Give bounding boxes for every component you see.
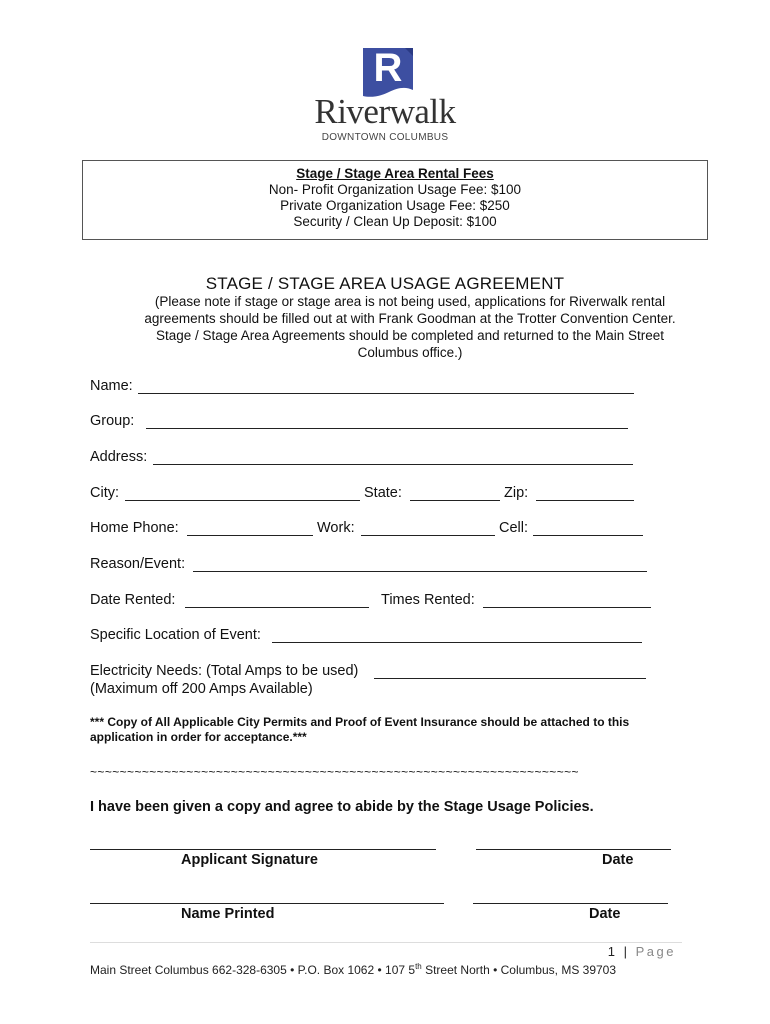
date-line-2[interactable]	[473, 903, 668, 904]
name-label: Name:	[90, 378, 133, 394]
address-label: Address:	[90, 449, 148, 465]
date-rented-label: Date Rented:	[90, 592, 176, 608]
applicant-signature-label: Applicant Signature	[181, 852, 318, 868]
electricity-label: Electricity Needs: (Total Amps to be used)	[90, 663, 359, 679]
state-label: State:	[364, 485, 402, 501]
page-word: Page	[635, 944, 676, 959]
footer-address-sup: th	[415, 962, 422, 971]
permits-notice: *** Copy of All Applicable City Permits and Proof of Event Insurance should be attached to this application in order for acceptance.***	[90, 715, 630, 744]
home-phone-label: Home Phone:	[90, 520, 179, 536]
footer-divider	[90, 942, 682, 943]
logo-wordmark: Riverwalk	[314, 92, 456, 131]
name-printed-label: Name Printed	[181, 906, 275, 922]
reason-field[interactable]	[193, 571, 647, 572]
footer-address-a: Main Street Columbus 662-328-6305 • P.O. Box 1062 • 107 5	[90, 963, 416, 977]
date-label-2: Date	[589, 906, 621, 922]
group-field[interactable]	[146, 428, 628, 429]
reason-label: Reason/Event:	[90, 556, 186, 572]
riverwalk-logo	[300, 42, 470, 152]
group-label: Group:	[90, 413, 135, 429]
footer-address-b: Street North • Columbus, MS 39703	[421, 963, 617, 977]
work-phone-label: Work:	[317, 520, 355, 536]
logo-letter: R	[373, 46, 403, 90]
times-rented-label: Times Rented:	[381, 592, 475, 608]
electricity-field[interactable]	[374, 678, 646, 679]
state-field[interactable]	[410, 500, 500, 501]
location-field[interactable]	[272, 642, 642, 643]
zip-field[interactable]	[536, 500, 634, 501]
tilde-separator: ~~~~~~~~~~~~~~~~~~~~~~~~~~~~~~~~~~~~~~~~~~~~~~~~~~~~~~~~~~~~~~~~~~	[90, 765, 579, 779]
name-field[interactable]	[138, 393, 634, 394]
rental-fees-box	[82, 160, 708, 240]
page-number-separator: |	[623, 944, 630, 959]
address-field[interactable]	[153, 464, 633, 465]
home-phone-field[interactable]	[187, 535, 313, 536]
agreement-title: STAGE / STAGE AREA USAGE AGREEMENT	[205, 274, 565, 293]
times-rented-field[interactable]	[483, 607, 651, 608]
electricity-note: (Maximum off 200 Amps Available)	[90, 681, 313, 697]
footer-address	[90, 962, 616, 977]
fee-line: Non- Profit Organization Usage Fee: $100	[268, 182, 522, 197]
work-phone-field[interactable]	[361, 535, 495, 536]
fees-title: Stage / Stage Area Rental Fees	[296, 166, 494, 181]
date-label-1: Date	[602, 852, 634, 868]
location-label: Specific Location of Event:	[90, 627, 261, 643]
cell-phone-field[interactable]	[533, 535, 643, 536]
cell-phone-label: Cell:	[499, 520, 529, 536]
name-printed-line[interactable]	[90, 903, 444, 904]
zip-label: Zip:	[504, 485, 529, 501]
logo-subtitle: DOWNTOWN COLUMBUS	[321, 132, 449, 143]
date-rented-field[interactable]	[185, 607, 369, 608]
page-number-value: 1	[607, 944, 618, 959]
agreement-note: (Please note if stage or stage area is not being used, applications for Riverwalk rental agreements should be filled out at with Frank Goodman at the Trotter Convention Center. Stage / Stage Area Agreements should be completed and returned to the Main Street Columbus office.)	[144, 294, 676, 360]
city-label: City:	[90, 485, 119, 501]
city-field[interactable]	[125, 500, 360, 501]
agree-statement: I have been given a copy and agree to abide by the Stage Usage Policies.	[90, 799, 594, 815]
page-number	[608, 944, 676, 959]
fee-line: Security / Clean Up Deposit: $100	[293, 214, 497, 229]
date-line-1[interactable]	[476, 849, 671, 850]
applicant-signature-line[interactable]	[90, 849, 436, 850]
fee-line: Private Organization Usage Fee: $250	[280, 198, 510, 213]
